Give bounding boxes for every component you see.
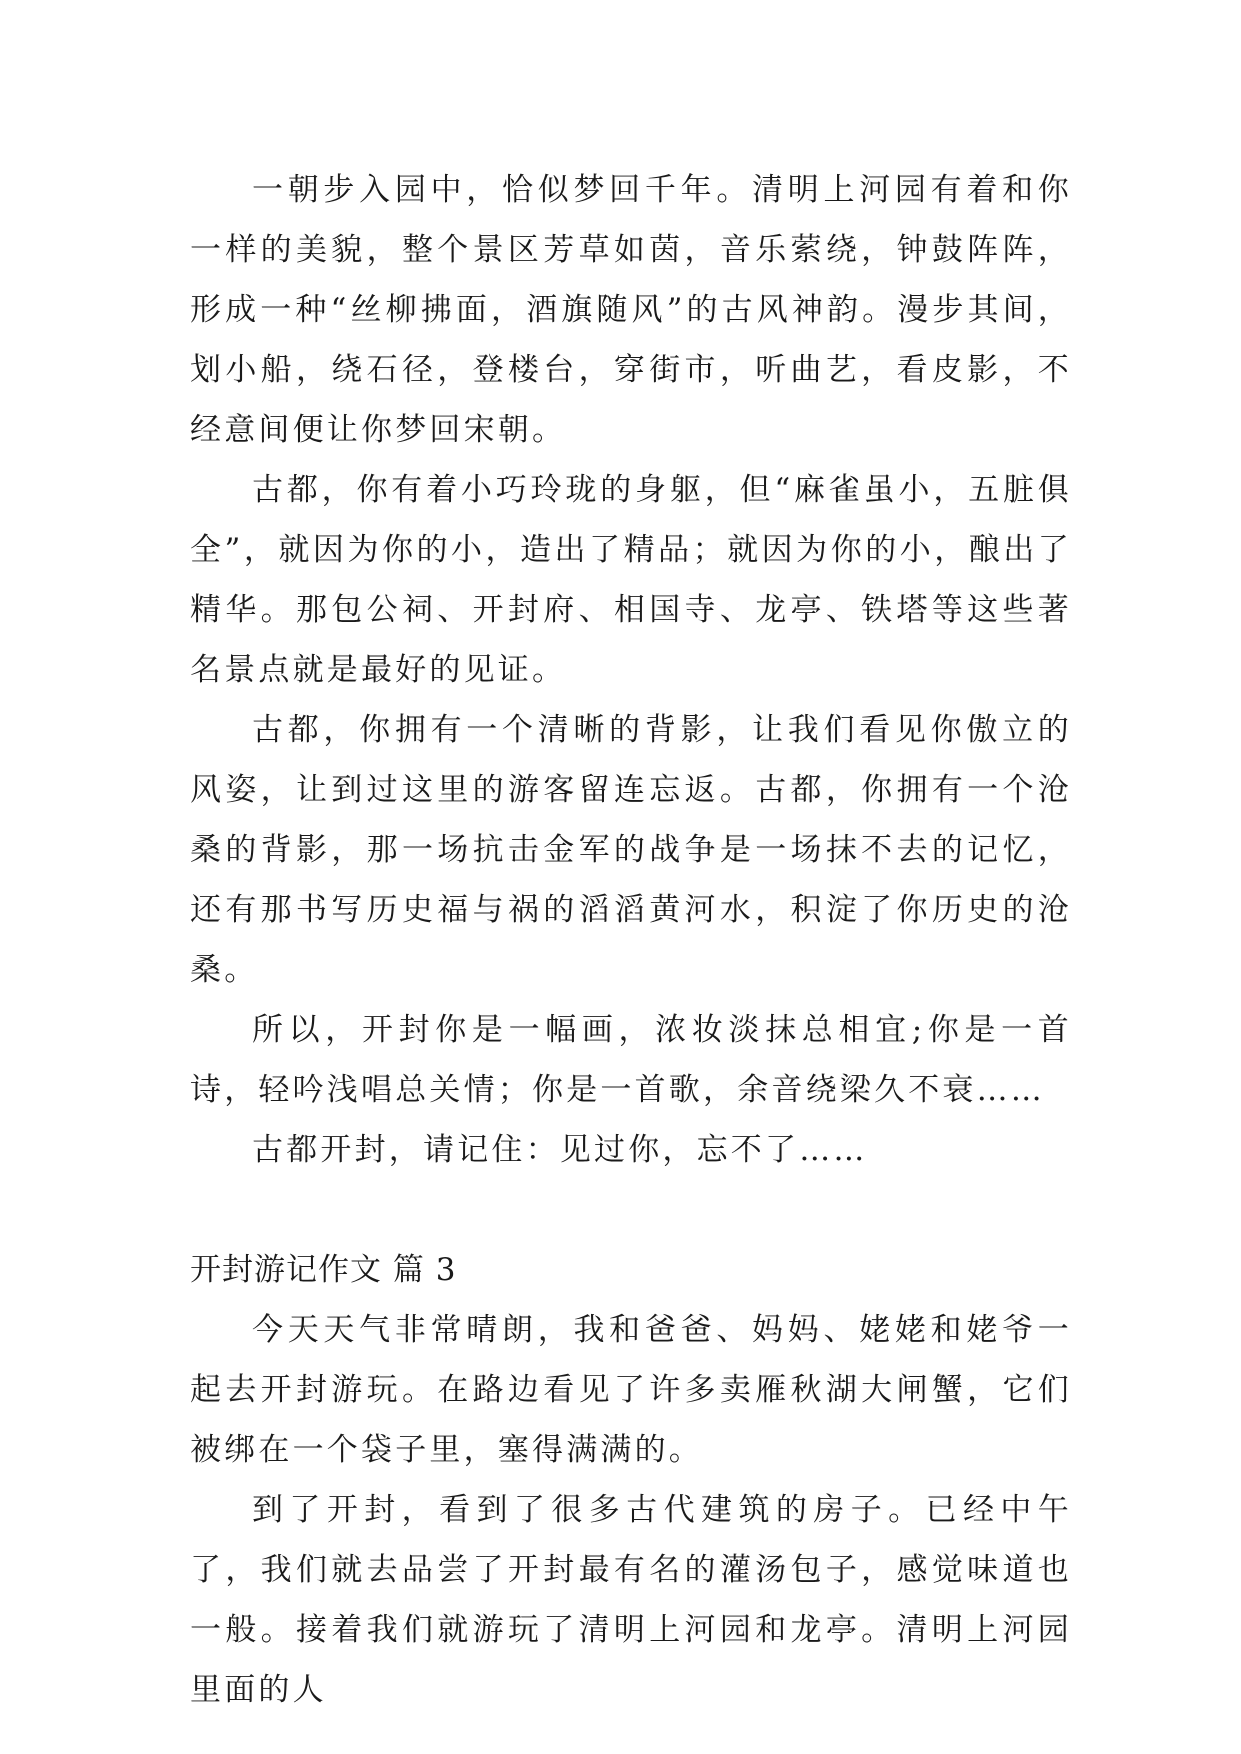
paragraph: 古都开封，请记住：见过你，忘不了……: [252, 1132, 868, 1168]
paragraph: 古都，你拥有一个清晰的背影，让我们看见你傲立的风姿，让到过这里的游客留连忘返。古都，你拥有一个沧桑的背影，那一场抗击金军的战争是一场抹不去的记忆，还有那书写历史福与祸的滔滔黄河水，积淀了你历史的沧桑。: [190, 712, 1072, 988]
paragraph: 所以，开封你是一幅画，浓妆淡抹总相宜;你是一首诗，轻吟浅唱总关情；你是一首歌，余音绕梁久不衰……: [190, 1012, 1072, 1108]
section-heading: 开封游记作文 篇 3: [190, 1252, 457, 1288]
paragraph: 一朝步入园中，恰似梦回千年。清明上河园有着和你一样的美貌，整个景区芳草如茵，音乐萦绕，钟鼓阵阵，形成一种“丝柳拂面，酒旗随风”的古风神韵。漫步其间，划小船，绕石径，登楼台，穿街市，听曲艺，看皮影，不经意间便让你梦回宋朝。: [190, 172, 1072, 448]
document-body: [190, 160, 1072, 1720]
paragraph: 今天天气非常晴朗，我和爸爸、妈妈、姥姥和姥爷一起去开封游玩。在路边看见了许多卖雁秋湖大闸蟹，它们被绑在一个袋子里，塞得满满的。: [190, 1312, 1072, 1468]
paragraph: 古都，你有着小巧玲珑的身躯，但“麻雀虽小，五脏俱全”，就因为你的小，造出了精品；就因为你的小，酿出了精华。那包公祠、开封府、相国寺、龙亭、铁塔等这些著名景点就是最好的见证。: [190, 472, 1072, 688]
paragraph: 到了开封，看到了很多古代建筑的房子。已经中午了，我们就去品尝了开封最有名的灌汤包子，感觉味道也一般。接着我们就游玩了清明上河园和龙亭。清明上河园里面的人: [190, 1492, 1072, 1708]
